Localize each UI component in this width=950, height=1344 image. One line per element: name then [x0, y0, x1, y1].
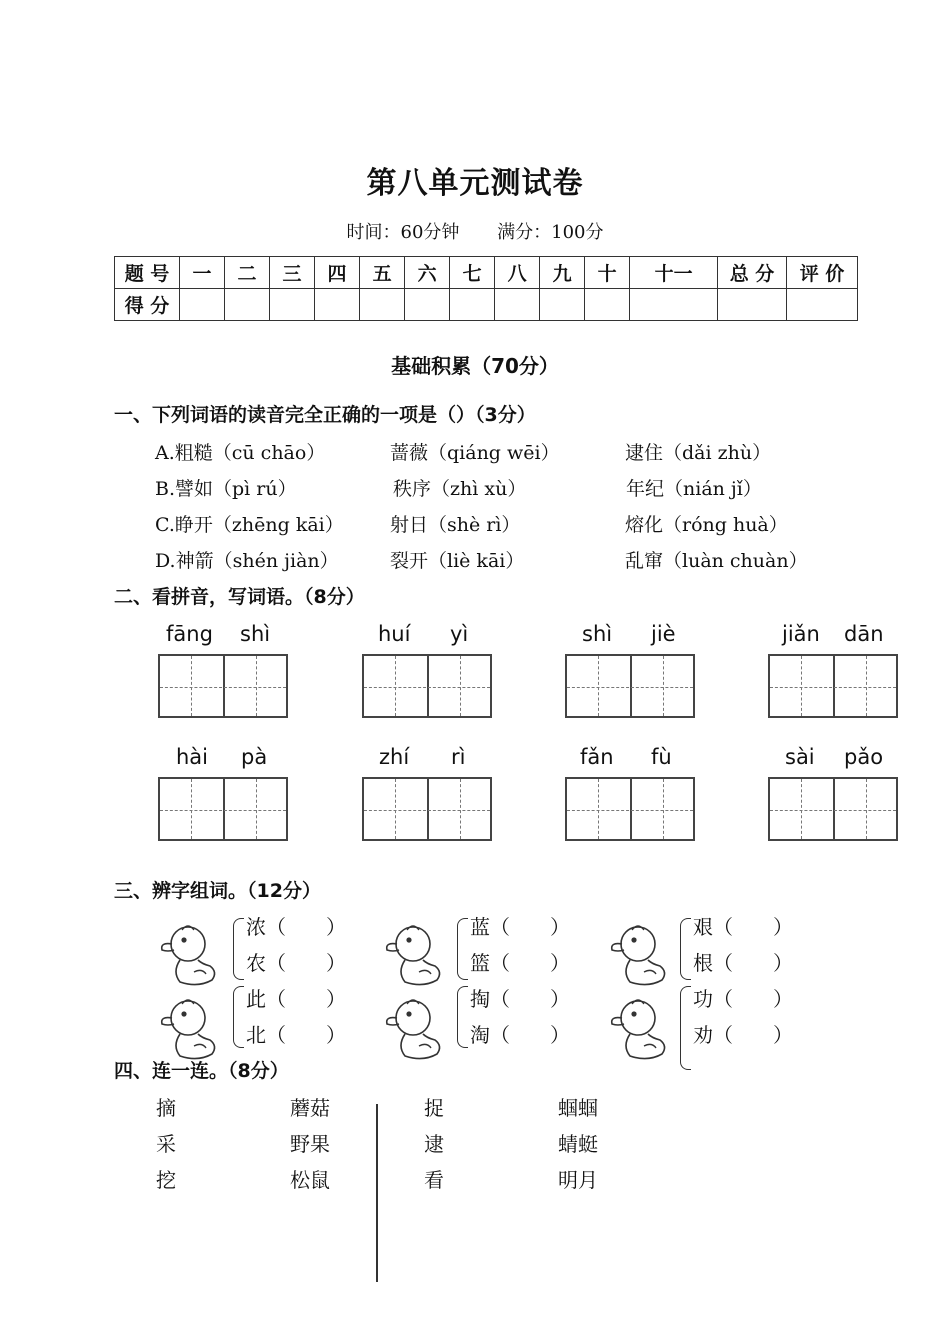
score-input-cell[interactable] [450, 289, 495, 321]
writing-grid[interactable] [158, 654, 288, 718]
score-cell: 九 [540, 257, 585, 289]
duck-icon [608, 996, 672, 1064]
writing-grid[interactable] [565, 654, 695, 718]
writing-grid[interactable] [768, 777, 898, 841]
brace [233, 986, 244, 1048]
q1-option: 年纪（nián jǐ） [626, 478, 762, 500]
score-input-cell[interactable] [180, 289, 225, 321]
pinyin: zhí [379, 745, 410, 769]
score-input-cell[interactable] [405, 289, 450, 321]
link-item[interactable]: 挖 [156, 1168, 176, 1192]
score-input-cell[interactable] [495, 289, 540, 321]
exam-meta [0, 218, 950, 244]
link-item[interactable]: 蝈蝈 [558, 1096, 598, 1120]
q1-option: D.神箭（shén jiàn） [155, 550, 339, 572]
pinyin: fāng [166, 622, 213, 646]
q1-option: 裂开（liè kāi） [390, 550, 525, 572]
pinyin: huí [378, 622, 411, 646]
score-cell: 题 号 [115, 257, 180, 289]
exam-full-score: 满分：100分 [497, 222, 604, 243]
brace [457, 986, 468, 1048]
q1-title: 一、下列词语的读音完全正确的一项是（）（3分） [114, 404, 536, 426]
link-item[interactable]: 蘑菇 [290, 1096, 330, 1120]
word-blank[interactable]: 掏（ ） [470, 987, 570, 1011]
score-input-cell[interactable] [630, 289, 718, 321]
score-input-cell[interactable] [315, 289, 360, 321]
brace [233, 918, 244, 980]
q1-option: 射日（shè rì） [390, 514, 521, 536]
writing-grid[interactable] [158, 777, 288, 841]
pinyin: pǎo [844, 745, 884, 769]
link-item[interactable]: 摘 [156, 1096, 176, 1120]
pinyin: pà [241, 745, 268, 769]
brace [680, 986, 691, 1070]
q1-option: 逮住（dǎi zhù） [625, 442, 772, 464]
score-cell: 二 [225, 257, 270, 289]
writing-grid[interactable] [768, 654, 898, 718]
score-cell: 四 [315, 257, 360, 289]
pinyin: fù [651, 745, 672, 769]
score-input-cell[interactable] [718, 289, 787, 321]
pinyin: shì [582, 622, 613, 646]
word-blank[interactable]: 劝（ ） [693, 1023, 793, 1047]
word-blank[interactable]: 淘（ ） [470, 1023, 570, 1047]
pinyin: jiǎn [782, 622, 820, 646]
score-input-cell[interactable] [787, 289, 858, 321]
link-item[interactable]: 采 [156, 1132, 176, 1156]
q1-option: B.譬如（pì rú） [155, 478, 297, 500]
section-title: 基础积累（70分） [391, 354, 559, 378]
word-blank[interactable]: 此（ ） [246, 987, 346, 1011]
score-cell: 一 [180, 257, 225, 289]
exam-time: 时间：60分钟 [346, 222, 460, 243]
score-input-cell[interactable] [585, 289, 630, 321]
word-blank[interactable]: 篮（ ） [470, 951, 570, 975]
score-table [114, 256, 858, 321]
writing-grid[interactable] [565, 777, 695, 841]
word-blank[interactable]: 北（ ） [246, 1023, 346, 1047]
score-cell: 五 [360, 257, 405, 289]
q1-option: A.粗糙（cū chāo） [155, 442, 326, 464]
word-blank[interactable]: 根（ ） [693, 951, 793, 975]
link-item[interactable]: 松鼠 [290, 1168, 330, 1192]
q1-option: 秩序（zhì xù） [393, 478, 527, 500]
pinyin: shì [240, 622, 271, 646]
link-item[interactable]: 捉 [424, 1096, 444, 1120]
link-item[interactable]: 野果 [290, 1132, 330, 1156]
pinyin: dān [844, 622, 884, 646]
score-cell: 八 [495, 257, 540, 289]
pinyin: fǎn [580, 745, 614, 769]
writing-grid[interactable] [362, 777, 492, 841]
pinyin: rì [451, 745, 466, 769]
score-cell: 六 [405, 257, 450, 289]
divider-line [376, 1104, 378, 1282]
pinyin: sài [785, 745, 815, 769]
q3-title: 三、辨字组词。（12分） [114, 880, 321, 902]
q1-option: 熔化（róng huà） [625, 514, 788, 536]
q4-title: 四、连一连。（8分） [114, 1060, 289, 1082]
link-item[interactable]: 逮 [424, 1132, 444, 1156]
brace [680, 918, 691, 980]
duck-icon [158, 996, 222, 1064]
word-blank[interactable]: 功（ ） [693, 987, 793, 1011]
pinyin: yì [450, 622, 469, 646]
duck-icon [158, 922, 222, 990]
q2-title: 二、看拼音，写词语。（8分） [114, 586, 365, 608]
page-title: 第八单元测试卷 [366, 166, 584, 201]
score-input-cell[interactable] [360, 289, 405, 321]
link-item[interactable]: 蜻蜓 [558, 1132, 598, 1156]
pinyin: hài [176, 745, 209, 769]
word-blank[interactable]: 浓（ ） [246, 915, 346, 939]
score-table-score-row [115, 289, 858, 321]
score-input-cell[interactable] [540, 289, 585, 321]
duck-icon [383, 996, 447, 1064]
pinyin: jiè [651, 622, 676, 646]
word-blank[interactable]: 蓝（ ） [470, 915, 570, 939]
word-blank[interactable]: 农（ ） [246, 951, 346, 975]
score-cell: 评 价 [787, 257, 858, 289]
score-cell: 十 [585, 257, 630, 289]
score-cell: 十一 [630, 257, 718, 289]
score-table-header-row [115, 257, 858, 289]
q1-option: 乱窜（luàn chuàn） [625, 550, 808, 572]
q1-option: 蔷薇（qiáng wēi） [390, 442, 560, 464]
link-item[interactable]: 明月 [558, 1168, 598, 1192]
duck-icon [608, 922, 672, 990]
score-row-label: 得 分 [115, 289, 180, 321]
link-item[interactable]: 看 [424, 1168, 444, 1192]
brace [457, 918, 468, 980]
score-input-cell[interactable] [270, 289, 315, 321]
duck-icon [383, 922, 447, 990]
word-blank[interactable]: 艰（ ） [693, 915, 793, 939]
score-input-cell[interactable] [225, 289, 270, 321]
q1-option: C.睁开（zhēng kāi） [155, 514, 344, 536]
writing-grid[interactable] [362, 654, 492, 718]
score-cell: 总 分 [718, 257, 787, 289]
score-cell: 三 [270, 257, 315, 289]
score-cell: 七 [450, 257, 495, 289]
